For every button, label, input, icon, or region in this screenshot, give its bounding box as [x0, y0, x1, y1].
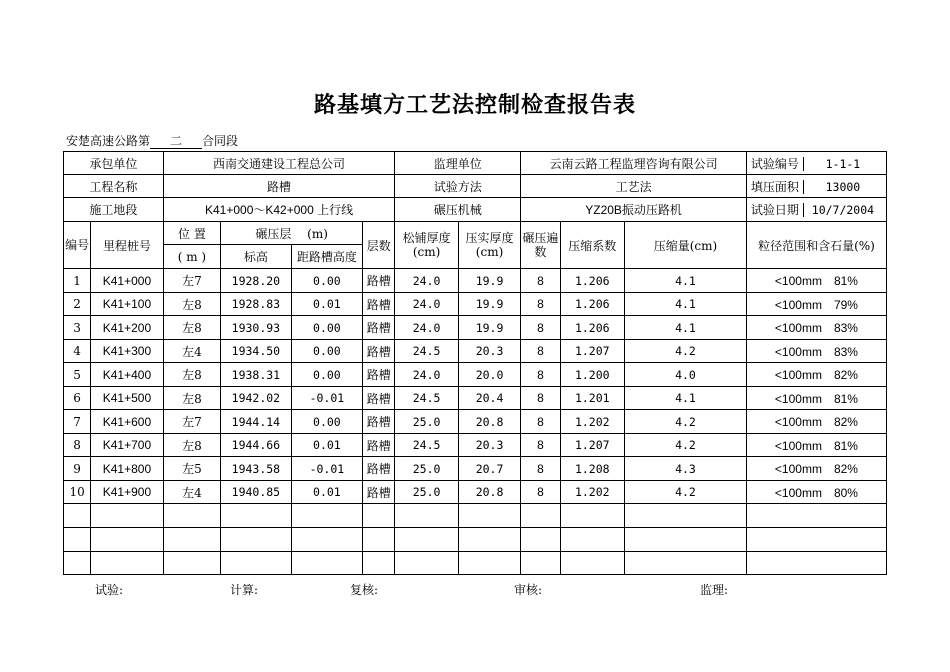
date-label: 试验日期 10/7/2004 — [746, 198, 886, 222]
row-distance: 0.00 — [291, 316, 363, 340]
row-distance: 0.01 — [291, 293, 363, 316]
row-position: 左4 — [163, 481, 220, 504]
col-header-grading: 粒径范围和含石量(%) — [746, 222, 886, 269]
tester-label: 试验: — [95, 583, 124, 597]
row-elevation: 1938.31 — [221, 363, 292, 387]
calculator-label: 计算: — [230, 583, 259, 597]
row-distance: 0.01 — [291, 434, 363, 457]
report-table — [63, 151, 887, 575]
row-compression: 4.1 — [625, 316, 747, 340]
row-compression: 4.2 — [625, 481, 747, 504]
row-grading: <100mm 82% — [746, 457, 886, 481]
table-row — [64, 387, 887, 410]
row-compression: 4.2 — [625, 434, 747, 457]
row-elevation: 1928.83 — [221, 293, 292, 316]
row-layer: 路槽 — [363, 434, 395, 457]
table-row — [64, 340, 887, 363]
table-row — [64, 457, 887, 481]
project-label: 工程名称 — [64, 175, 164, 198]
method-label: 试验方法 — [395, 175, 521, 198]
row-loose-thickness: 24.5 — [395, 434, 458, 457]
row-distance: -0.01 — [291, 457, 363, 481]
row-station: K41+000 — [91, 269, 164, 293]
row-grading: <100mm 83% — [746, 340, 886, 363]
row-layer: 路槽 — [363, 363, 395, 387]
row-passes: 8 — [521, 410, 560, 434]
col-header-distance: 距路槽高度 — [291, 245, 363, 269]
col-header-no: 编号 — [64, 222, 91, 269]
machine-value: YZ20B振动压路机 — [521, 198, 747, 222]
row-compression: 4.3 — [625, 457, 747, 481]
row-compacted-thickness: 20.0 — [458, 363, 520, 387]
blank-row — [64, 552, 887, 575]
row-compacted-thickness: 20.3 — [458, 434, 520, 457]
blank-row — [64, 528, 887, 552]
row-station: K41+700 — [91, 434, 164, 457]
row-no: 9 — [64, 457, 91, 481]
row-no: 6 — [64, 387, 91, 410]
row-grading: <100mm 79% — [746, 293, 886, 316]
row-layer: 路槽 — [363, 387, 395, 410]
row-grading: <100mm 82% — [746, 363, 886, 387]
row-distance: 0.00 — [291, 410, 363, 434]
col-header-passes: 碾压遍数 — [521, 222, 560, 269]
row-compacted-thickness: 20.4 — [458, 387, 520, 410]
row-compacted-thickness: 19.9 — [458, 293, 520, 316]
row-passes: 8 — [521, 269, 560, 293]
col-header-loose-thickness: 松铺厚度(cm) — [395, 222, 458, 269]
row-station: K41+600 — [91, 410, 164, 434]
col-header-coefficient: 压缩系数 — [560, 222, 624, 269]
row-coefficient: 1.206 — [560, 293, 624, 316]
row-compression: 4.0 — [625, 363, 747, 387]
row-layer: 路槽 — [363, 457, 395, 481]
row-passes: 8 — [521, 316, 560, 340]
row-compacted-thickness: 20.3 — [458, 340, 520, 363]
row-layer: 路槽 — [363, 410, 395, 434]
report-title: 路基填方工艺法控制检查报告表 — [313, 92, 636, 118]
row-loose-thickness: 25.0 — [395, 457, 458, 481]
test-no-value: 1-1-1 — [803, 157, 882, 171]
row-distance: 0.00 — [291, 340, 363, 363]
row-layer: 路槽 — [363, 340, 395, 363]
row-no: 8 — [64, 434, 91, 457]
row-position: 左8 — [163, 434, 220, 457]
row-coefficient: 1.206 — [560, 316, 624, 340]
site-value: K41+000～K42+000 上行线 — [163, 198, 395, 222]
supervisor-value: 云南云路工程监理咨询有限公司 — [521, 152, 747, 175]
row-grading: <100mm 82% — [746, 410, 886, 434]
auditor-label: 审核: — [514, 583, 543, 597]
row-elevation: 1928.20 — [221, 269, 292, 293]
row-position: 左4 — [163, 340, 220, 363]
row-compression: 4.2 — [625, 340, 747, 363]
row-coefficient: 1.207 — [560, 434, 624, 457]
row-grading: <100mm 81% — [746, 387, 886, 410]
row-position: 左7 — [163, 269, 220, 293]
row-passes: 8 — [521, 457, 560, 481]
supervisor-sign-label: 监理: — [700, 583, 729, 597]
row-no: 3 — [64, 316, 91, 340]
row-coefficient: 1.202 — [560, 410, 624, 434]
row-loose-thickness: 25.0 — [395, 481, 458, 504]
row-compacted-thickness: 20.8 — [458, 410, 520, 434]
row-position: 左8 — [163, 387, 220, 410]
row-loose-thickness: 24.0 — [395, 293, 458, 316]
row-station: K41+500 — [91, 387, 164, 410]
contractor-label: 承包单位 — [64, 152, 164, 175]
col-header-compacted-thickness: 压实厚度(cm) — [458, 222, 520, 269]
test-no-label: 试验编号 1-1-1 — [746, 152, 886, 175]
row-elevation: 1930.93 — [221, 316, 292, 340]
row-distance: 0.00 — [291, 363, 363, 387]
info-row-2 — [64, 175, 887, 198]
row-position: 左8 — [163, 316, 220, 340]
row-compression: 4.1 — [625, 269, 747, 293]
reviewer-label: 复核: — [350, 583, 379, 597]
row-station: K41+400 — [91, 363, 164, 387]
row-elevation: 1942.02 — [221, 387, 292, 410]
contract-section-number: 二 — [150, 135, 202, 149]
row-station: K41+200 — [91, 316, 164, 340]
row-loose-thickness: 24.0 — [395, 269, 458, 293]
row-elevation: 1944.66 — [221, 434, 292, 457]
row-grading: <100mm 81% — [746, 434, 886, 457]
method-value: 工艺法 — [521, 175, 747, 198]
row-compacted-thickness: 20.7 — [458, 457, 520, 481]
row-grading: <100mm 80% — [746, 481, 886, 504]
subheading-suffix: 合同段 — [202, 134, 239, 148]
row-layer: 路槽 — [363, 316, 395, 340]
row-position: 左8 — [163, 363, 220, 387]
row-no: 5 — [64, 363, 91, 387]
col-header-position: 位 置 — [163, 222, 220, 245]
blank-rows — [64, 504, 887, 575]
row-passes: 8 — [521, 340, 560, 363]
row-no: 2 — [64, 293, 91, 316]
row-coefficient: 1.208 — [560, 457, 624, 481]
row-layer: 路槽 — [363, 481, 395, 504]
row-passes: 8 — [521, 434, 560, 457]
table-row — [64, 410, 887, 434]
table-row — [64, 434, 887, 457]
row-layer: 路槽 — [363, 293, 395, 316]
area-label: 填压面积 13000 — [746, 175, 886, 198]
row-compacted-thickness: 20.8 — [458, 481, 520, 504]
row-coefficient: 1.200 — [560, 363, 624, 387]
row-coefficient: 1.207 — [560, 340, 624, 363]
site-label: 施工地段 — [64, 198, 164, 222]
row-grading: <100mm 83% — [746, 316, 886, 340]
blank-row — [64, 504, 887, 528]
info-row-3 — [64, 198, 887, 222]
col-header-layer-count: 层数 — [363, 222, 395, 269]
row-elevation: 1944.14 — [221, 410, 292, 434]
row-station: K41+800 — [91, 457, 164, 481]
subheading-prefix: 安楚高速公路第 — [66, 134, 151, 148]
date-value: 10/7/2004 — [803, 203, 882, 217]
table-row — [64, 269, 887, 293]
row-loose-thickness: 24.5 — [395, 340, 458, 363]
row-layer: 路槽 — [363, 269, 395, 293]
table-row — [64, 316, 887, 340]
row-loose-thickness: 24.0 — [395, 363, 458, 387]
row-station: K41+300 — [91, 340, 164, 363]
row-distance: 0.01 — [291, 481, 363, 504]
row-position: 左5 — [163, 457, 220, 481]
table-row — [64, 293, 887, 316]
col-header-compression: 压缩量(cm) — [625, 222, 747, 269]
project-value: 路槽 — [163, 175, 395, 198]
header-row-1 — [64, 222, 887, 245]
row-no: 1 — [64, 269, 91, 293]
row-loose-thickness: 25.0 — [395, 410, 458, 434]
row-compacted-thickness: 19.9 — [458, 269, 520, 293]
row-position: 左8 — [163, 293, 220, 316]
row-no: 10 — [64, 481, 91, 504]
row-elevation: 1940.85 — [221, 481, 292, 504]
row-passes: 8 — [521, 293, 560, 316]
col-header-position-unit: ( m ) — [163, 245, 220, 269]
table-row — [64, 481, 887, 504]
row-elevation: 1943.58 — [221, 457, 292, 481]
row-coefficient: 1.202 — [560, 481, 624, 504]
row-passes: 8 — [521, 481, 560, 504]
row-station: K41+900 — [91, 481, 164, 504]
row-coefficient: 1.206 — [560, 269, 624, 293]
row-passes: 8 — [521, 387, 560, 410]
row-distance: -0.01 — [291, 387, 363, 410]
row-no: 4 — [64, 340, 91, 363]
row-grading: <100mm 81% — [746, 269, 886, 293]
row-compacted-thickness: 19.9 — [458, 316, 520, 340]
col-header-elevation: 标高 — [221, 245, 292, 269]
data-rows — [64, 269, 887, 504]
contract-section-line — [66, 132, 238, 149]
contractor-value: 西南交通建设工程总公司 — [163, 152, 395, 175]
col-header-layer-group: 碾压层 (m) — [221, 222, 363, 245]
area-value: 13000 — [803, 180, 882, 194]
row-station: K41+100 — [91, 293, 164, 316]
info-row-1 — [64, 152, 887, 175]
machine-label: 碾压机械 — [395, 198, 521, 222]
row-position: 左7 — [163, 410, 220, 434]
table-row — [64, 363, 887, 387]
supervisor-label: 监理单位 — [395, 152, 521, 175]
row-coefficient: 1.201 — [560, 387, 624, 410]
row-compression: 4.1 — [625, 293, 747, 316]
row-compression: 4.2 — [625, 410, 747, 434]
row-loose-thickness: 24.5 — [395, 387, 458, 410]
row-elevation: 1934.50 — [221, 340, 292, 363]
row-distance: 0.00 — [291, 269, 363, 293]
row-loose-thickness: 24.0 — [395, 316, 458, 340]
row-no: 7 — [64, 410, 91, 434]
col-header-station: 里程桩号 — [91, 222, 164, 269]
signature-footer — [0, 581, 950, 597]
row-passes: 8 — [521, 363, 560, 387]
row-compression: 4.1 — [625, 387, 747, 410]
